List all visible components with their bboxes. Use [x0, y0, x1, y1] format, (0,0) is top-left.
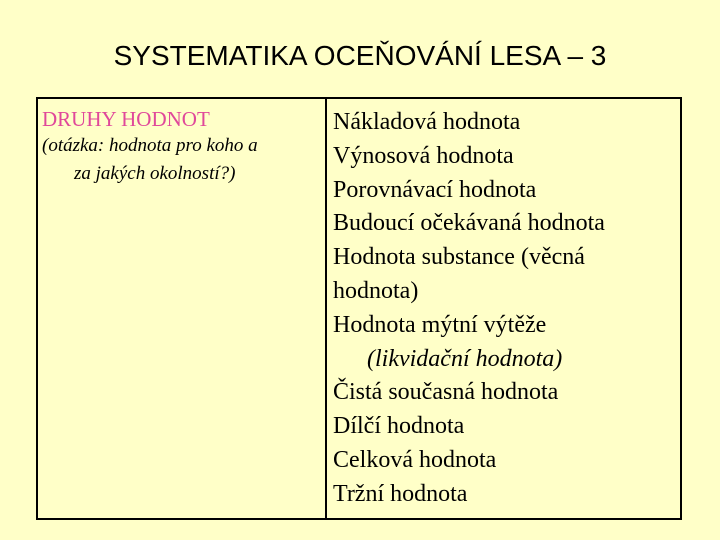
list-item: (likvidační hodnota) — [367, 345, 563, 372]
list-item: Tržní hodnota — [333, 480, 468, 507]
list-item: Budoucí očekávaná hodnota — [333, 210, 605, 237]
list-item: Nákladová hodnota — [333, 109, 521, 135]
slide-title: SYSTEMATIKA OCEŇOVÁNÍ LESA – 3 — [113, 40, 607, 71]
list-item: Výnosová hodnota — [333, 142, 514, 169]
list-item: Hodnota substance (věcná — [333, 244, 585, 271]
list-item: Porovnávací hodnota — [333, 176, 537, 203]
list-item: Hodnota mýtní výtěže — [333, 311, 547, 338]
list-item: Celková hodnota — [333, 446, 497, 473]
question-line-1: (otázka: hodnota pro koho a — [42, 135, 258, 156]
column-heading: DRUHY HODNOT — [42, 107, 210, 131]
question-line-2: za jakých okolností?) — [74, 163, 236, 184]
left-column — [42, 106, 258, 188]
column-divider — [325, 97, 327, 520]
value-types-list — [333, 106, 605, 512]
list-item: Čistá současná hodnota — [333, 379, 559, 406]
list-item: Dílčí hodnota — [333, 413, 465, 440]
list-item: hodnota) — [333, 277, 419, 304]
